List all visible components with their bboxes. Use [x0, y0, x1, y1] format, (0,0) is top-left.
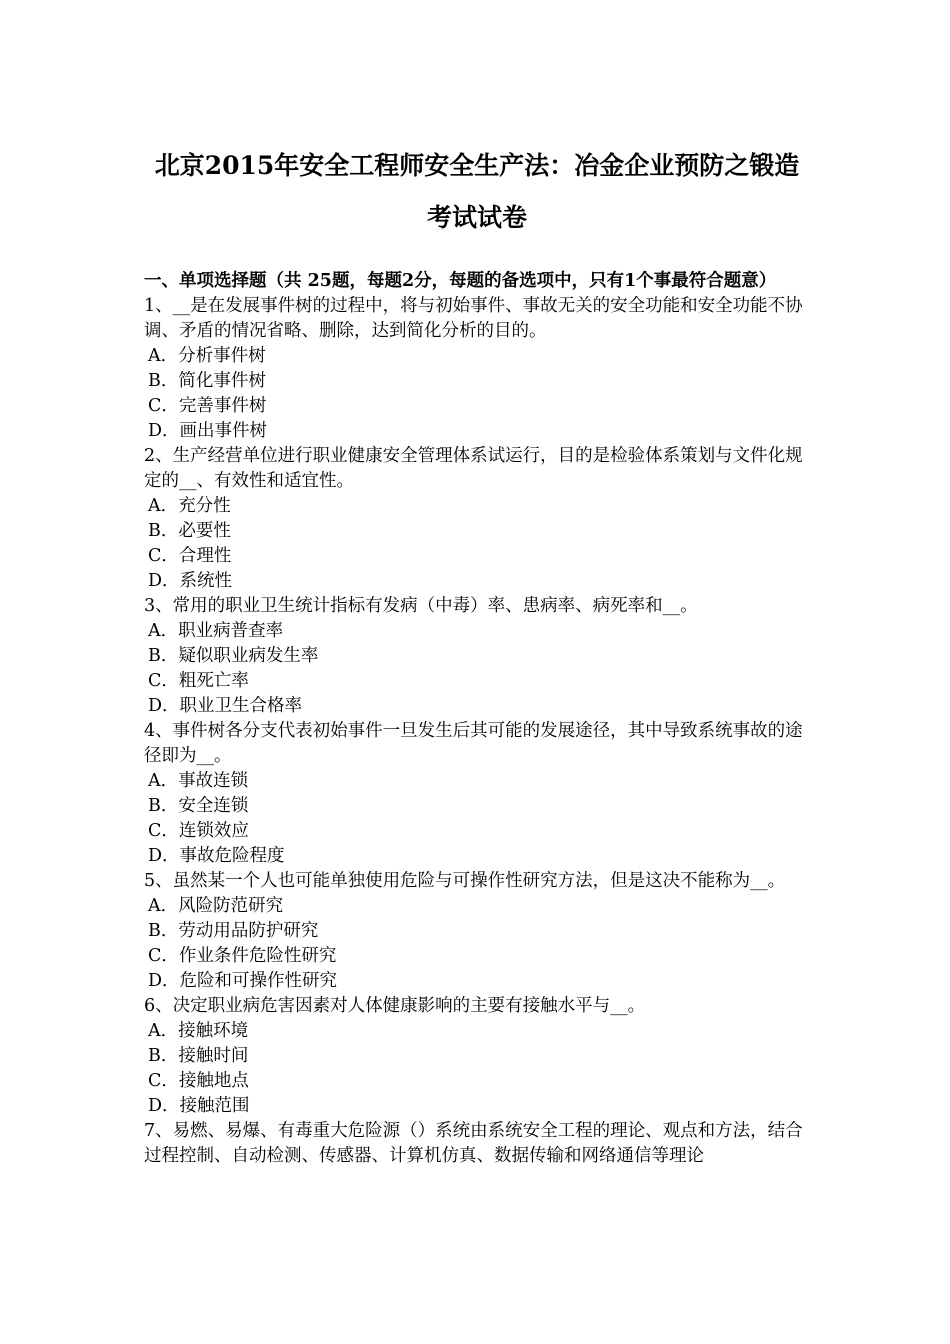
- question-2: [144, 444, 810, 594]
- question-7: [144, 1119, 810, 1169]
- answer-option: D．职业卫生合格率: [148, 696, 303, 716]
- title-line-2: 考试试卷: [426, 203, 527, 232]
- answer-option: A．风险防范研究: [148, 896, 284, 916]
- option-list: [144, 1019, 810, 1119]
- answer-option: B．劳动用品防护研究: [148, 921, 319, 941]
- option-list: [144, 619, 810, 719]
- question-6: [144, 994, 810, 1119]
- answer-option: A．分析事件树: [148, 346, 266, 366]
- document-title: [144, 140, 810, 244]
- option-list: [144, 894, 810, 994]
- question-text: 2、生产经营单位进行职业健康安全管理体系试运行，目的是检验体系策划与文件化规定的__、有效性和适宜性。: [144, 446, 803, 491]
- answer-option: D．危险和可操作性研究: [148, 971, 338, 991]
- answer-option: A．接触环境: [148, 1021, 249, 1041]
- question-text: 5、虽然某一个人也可能单独使用危险与可操作性研究方法，但是这决不能称为__。: [144, 871, 786, 891]
- section-heading: 一、单项选择题（共 25题，每题2分，每题的备选项中，只有1个事最符合题意）: [144, 271, 777, 291]
- answer-option: D．接触范围: [148, 1096, 250, 1116]
- option-list: [144, 494, 810, 594]
- title-line-1: 北京2015年安全工程师安全生产法：冶金企业预防之锻造: [154, 151, 800, 180]
- answer-option: A．充分性: [148, 496, 231, 516]
- answer-option: B．接触时间: [148, 1046, 249, 1066]
- question-text: 3、常用的职业卫生统计指标有发病（中毒）率、患病率、病死率和__。: [144, 596, 698, 616]
- answer-option: D．画出事件树: [148, 421, 268, 441]
- answer-option: C．合理性: [148, 546, 232, 566]
- answer-option: C．作业条件危险性研究: [148, 946, 337, 966]
- answer-option: C．连锁效应: [148, 821, 249, 841]
- answer-option: B．简化事件树: [148, 371, 266, 391]
- question-4: [144, 719, 810, 869]
- answer-option: D．事故危险程度: [148, 846, 285, 866]
- document-page: [144, 140, 810, 1169]
- option-list: [144, 344, 810, 444]
- answer-option: A．职业病普查率: [148, 621, 284, 641]
- answer-option: B．安全连锁: [148, 796, 249, 816]
- question-text: 4、事件树各分支代表初始事件一旦发生后其可能的发展途径，其中导致系统事故的途径即为__。: [144, 721, 803, 766]
- question-5: [144, 869, 810, 994]
- answer-option: D．系统性: [148, 571, 233, 591]
- question-list: [144, 294, 810, 1169]
- question-text: 1、__是在发展事件树的过程中，将与初始事件、事故无关的安全功能和安全功能不协调、矛盾的情况省略、删除，达到简化分析的目的。: [144, 296, 803, 341]
- question-text: 6、决定职业病危害因素对人体健康影响的主要有接触水平与__。: [144, 996, 646, 1016]
- question-3: [144, 594, 810, 719]
- answer-option: C．粗死亡率: [148, 671, 249, 691]
- answer-option: B．必要性: [148, 521, 231, 541]
- option-list: [144, 769, 810, 869]
- question-text: 7、易燃、易爆、有毒重大危险源（）系统由系统安全工程的理论、观点和方法，结合过程控制、自动检测、传感器、计算机仿真、数据传输和网络通信等理论: [144, 1121, 803, 1166]
- answer-option: A．事故连锁: [148, 771, 249, 791]
- answer-option: C．接触地点: [148, 1071, 249, 1091]
- answer-option: B．疑似职业病发生率: [148, 646, 319, 666]
- answer-option: C．完善事件树: [148, 396, 267, 416]
- question-1: [144, 294, 810, 444]
